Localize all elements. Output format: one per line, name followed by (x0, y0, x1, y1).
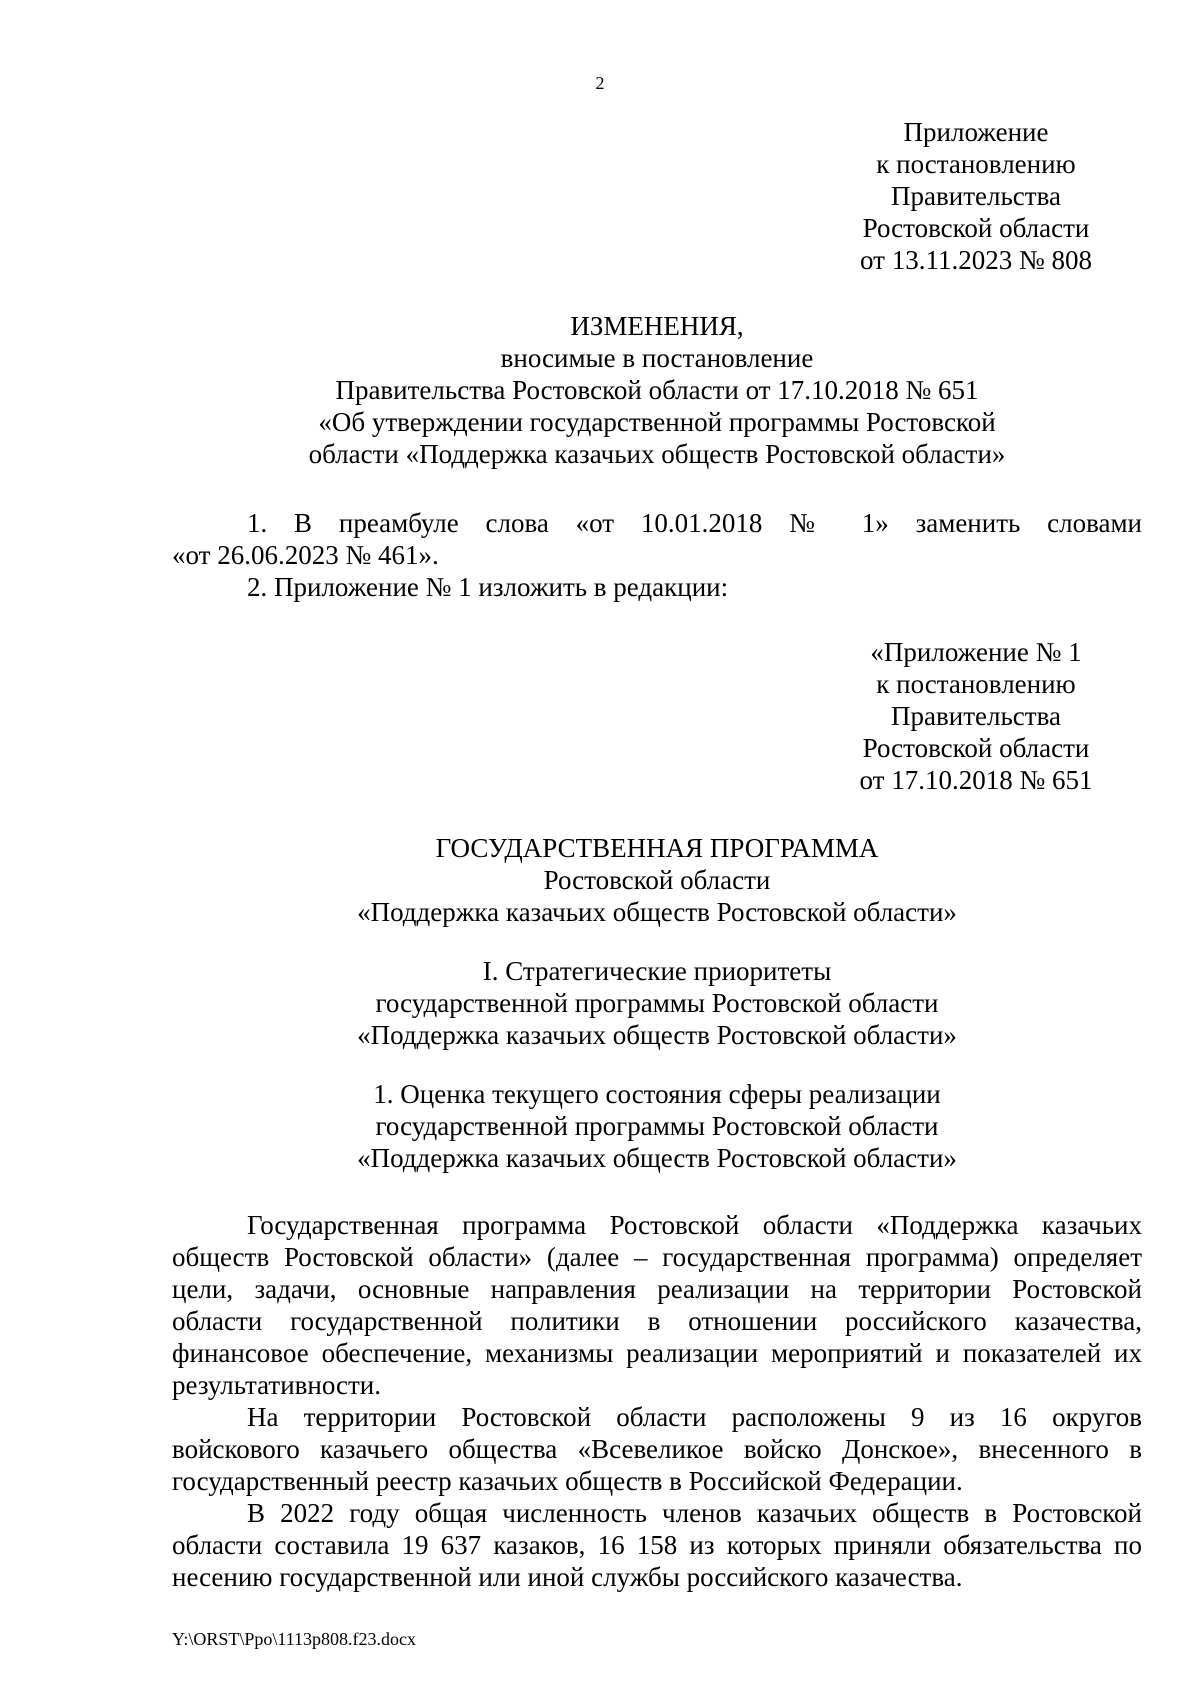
appendix-1-header-line: к постановлению (876, 669, 1076, 699)
appendix-1-header-line: от 17.10.2018 № 651 (859, 765, 1093, 795)
changes-heading-line: Правительства Ростовской области от 17.10.2018 № 651 (335, 375, 979, 405)
subsection-heading (172, 1078, 1142, 1174)
appendix-1-header-line: «Приложение № 1 (870, 637, 1082, 667)
changes-heading-line: ИЗМЕНЕНИЯ, (570, 311, 744, 341)
changes-heading (172, 310, 1142, 470)
paragraph-line: несению государственной или иной службы российского казачества. (172, 1562, 963, 1592)
paragraph-3 (172, 1497, 1142, 1593)
section-heading-line: «Поддержка казачьих обществ Ростовской области» (357, 1020, 957, 1050)
appendix-header-line: от 13.11.2023 № 808 (860, 245, 1092, 275)
body-paragraphs (172, 1209, 1142, 1593)
program-heading-line: «Поддержка казачьих обществ Ростовской области» (357, 897, 957, 927)
appendix-1-header (836, 636, 1116, 796)
paragraph-line: результативности. (172, 1370, 381, 1400)
subsection-heading-line: государственной программы Ростовской области (375, 1111, 939, 1141)
appendix-header-line: к постановлению (876, 149, 1076, 179)
paragraph-line: войскового казачьего общества «Всевеликое войско Донское», внесенного в (172, 1434, 1142, 1464)
paragraph-line: В 2022 году общая численность членов казачьих обществ в Ростовской (247, 1498, 1142, 1528)
changes-heading-line: «Об утверждении государственной программы Ростовской (318, 407, 996, 437)
item-1-line-2: «от 26.06.2023 № 461». (172, 540, 439, 570)
section-heading-line: государственной программы Ростовской области (375, 988, 939, 1018)
appendix-1-header-line: Правительства (891, 701, 1061, 731)
program-heading-line: Ростовской области (543, 865, 771, 895)
paragraph-line: области государственной политики в отношении российского казачества, (172, 1306, 1142, 1336)
page-number: 2 (595, 73, 605, 93)
paragraph-line: государственный реестр казачьих обществ в Российской Федерации. (172, 1466, 963, 1496)
appendix-1-header-line: Ростовской области (862, 733, 1090, 763)
item-2: 2. Приложение № 1 изложить в редакции: (247, 572, 729, 602)
appendix-header-line: Правительства (891, 181, 1061, 211)
subsection-heading-line: 1. Оценка текущего состояния сферы реализации (373, 1079, 941, 1109)
program-heading (172, 832, 1142, 928)
program-heading-line: ГОСУДАРСТВЕННАЯ ПРОГРАММА (435, 833, 879, 863)
appendix-header (836, 116, 1116, 276)
amendment-items (172, 507, 1142, 603)
paragraph-line: цели, задачи, основные направления реализации на территории Ростовской (172, 1274, 1142, 1304)
appendix-header-line: Ростовской области (862, 213, 1090, 243)
appendix-header-line: Приложение (903, 117, 1049, 147)
footer-file-path: Y:\ORST\Ppo\1113p808.f23.docx (172, 1629, 417, 1649)
paragraph-1 (172, 1209, 1142, 1401)
paragraph-line: обществ Ростовской области» (далее – государственная программа) определяет (172, 1242, 1142, 1272)
section-heading (172, 955, 1142, 1051)
paragraph-line: Государственная программа Ростовской области «Поддержка казачьих (247, 1210, 1142, 1240)
paragraph-line: финансовое обеспечение, механизмы реализации мероприятий и показателей их (172, 1338, 1142, 1368)
changes-heading-line: области «Поддержка казачьих обществ Ростовской области» (308, 439, 1006, 469)
paragraph-line: области составила 19 637 казаков, 16 158 из которых приняли обязательства по (172, 1530, 1142, 1560)
subsection-heading-line: «Поддержка казачьих обществ Ростовской области» (357, 1143, 957, 1173)
changes-heading-line: вносимые в постановление (500, 343, 814, 373)
item-1-line-1: 1. В преамбуле слова «от 10.01.2018 № 1» заменить словами (247, 508, 1142, 538)
section-heading-line: I. Стратегические приоритеты (482, 956, 832, 986)
paragraph-line: На территории Ростовской области расположены 9 из 16 округов (247, 1402, 1142, 1432)
paragraph-2 (172, 1401, 1142, 1497)
